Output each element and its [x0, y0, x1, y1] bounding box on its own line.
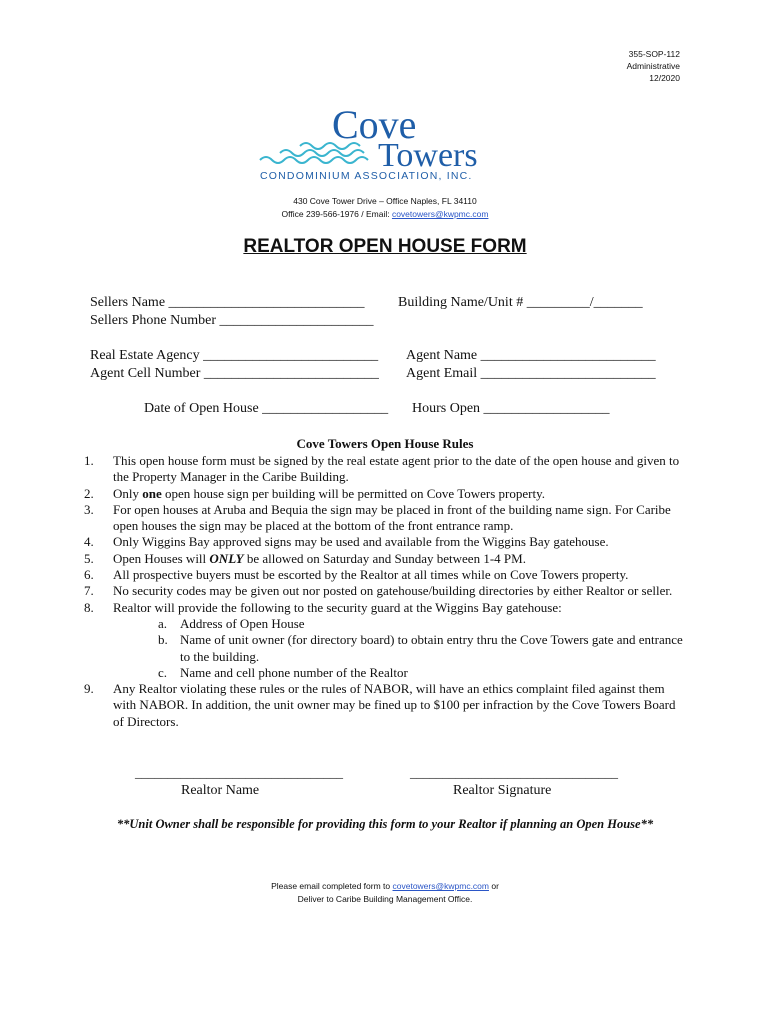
rule-subitem: b. Name of unit owner (for directory board) to obtain entry thru the Cove Towers gate and entrance to the building.: [158, 632, 683, 664]
rules-list: [84, 453, 684, 730]
rule-item: 7. No security codes may be given out nor posted on gatehouse/building directories by either Realtor or seller.: [84, 583, 673, 599]
contact-line: Office 239-566-1976 / Email: covetowers@kwpmc.com: [281, 209, 489, 219]
address-line: 430 Cove Tower Drive – Office Naples, FL 34110: [293, 196, 477, 206]
rule-item: 5. Open Houses will ONLY be allowed on Saturday and Sunday between 1-4 PM.: [84, 550, 526, 566]
logo-line2: Towers: [378, 137, 478, 174]
agent-email-field[interactable]: Agent Email _________________________: [406, 366, 656, 381]
form-title: REALTOR OPEN HOUSE FORM: [243, 236, 527, 257]
doc-category: Administrative: [626, 61, 680, 71]
sellers-phone-field[interactable]: Sellers Phone Number ______________________: [90, 313, 374, 328]
hours-open-field[interactable]: Hours Open __________________: [412, 401, 610, 416]
building-unit-field[interactable]: Building Name/Unit # _________/_______: [398, 295, 643, 310]
logo-line1: Cove: [332, 102, 417, 147]
realtor-name-label: Realtor Name: [181, 783, 260, 798]
rule-item: 4. Only Wiggins Bay approved signs may be used and available from the Wiggins Bay gatehouse.: [84, 534, 609, 550]
realtor-name-line[interactable]: ________________________________: [135, 765, 343, 780]
footer: [0, 880, 770, 906]
rule-item: 6. All prospective buyers must be escorted by the Realtor at all times while on Cove Towers property.: [84, 567, 629, 583]
rule-item: 3. For open houses at Aruba and Bequia the sign may be placed in front of the building name sign. For Caribe open houses the sign may be placed at the bottom of the front entrance ramp.: [84, 501, 671, 534]
rule-item: 2. Only one open house sign per building will be permitted on Cove Towers property.: [84, 485, 545, 501]
doc-date: 12/2020: [649, 73, 680, 83]
document-header: [627, 48, 680, 84]
address-block: [0, 195, 770, 221]
logo-line3: CONDOMINIUM ASSOCIATION, INC.: [260, 170, 473, 182]
realtor-signature-line[interactable]: ________________________________: [410, 765, 618, 780]
realtor-signature-label: Realtor Signature: [453, 783, 552, 798]
date-open-house-field[interactable]: Date of Open House __________________: [144, 401, 389, 416]
footer-line2: Deliver to Caribe Building Management Office.: [297, 894, 473, 904]
email-link[interactable]: covetowers@kwpmc.com: [391, 209, 489, 219]
cove-towers-logo: [258, 100, 514, 182]
rule-item: 9. Any Realtor violating these rules or the rules of NABOR, will have an ethics complaint filed against them with NABOR. In addition, the unit owner may be fined up to $100 per infraction by the Cove Towers Board of Directors.: [84, 681, 676, 729]
footer-email-link[interactable]: covetowers@kwpmc.com: [392, 881, 489, 891]
agent-name-field[interactable]: Agent Name _________________________: [406, 348, 656, 363]
owner-note: **Unit Owner shall be responsible for providing this form to your Realtor if planning an Open House**: [116, 817, 654, 831]
sellers-name-field[interactable]: Sellers Name ____________________________: [90, 295, 365, 310]
rule-item: 8. Realtor will provide the following to the security guard at the Wiggins Bay gatehouse:: [84, 599, 562, 615]
agent-cell-field[interactable]: Agent Cell Number _________________________: [90, 366, 379, 381]
rule-subitem: a. Address of Open House: [158, 615, 305, 631]
doc-code: 355-SOP-112: [628, 49, 680, 59]
rule-item: 1. This open house form must be signed by the real estate agent prior to the date of the open house and given to the Property Manager in the Caribe Building.: [84, 453, 680, 485]
footer-line1: Please email completed form to covetowers@kwpmc.com or: [271, 881, 499, 891]
rule-subitem: c. Name and cell phone number of the Realtor: [158, 664, 408, 680]
rules-heading: Cove Towers Open House Rules: [296, 436, 474, 451]
agency-field[interactable]: Real Estate Agency _________________________: [90, 348, 379, 363]
